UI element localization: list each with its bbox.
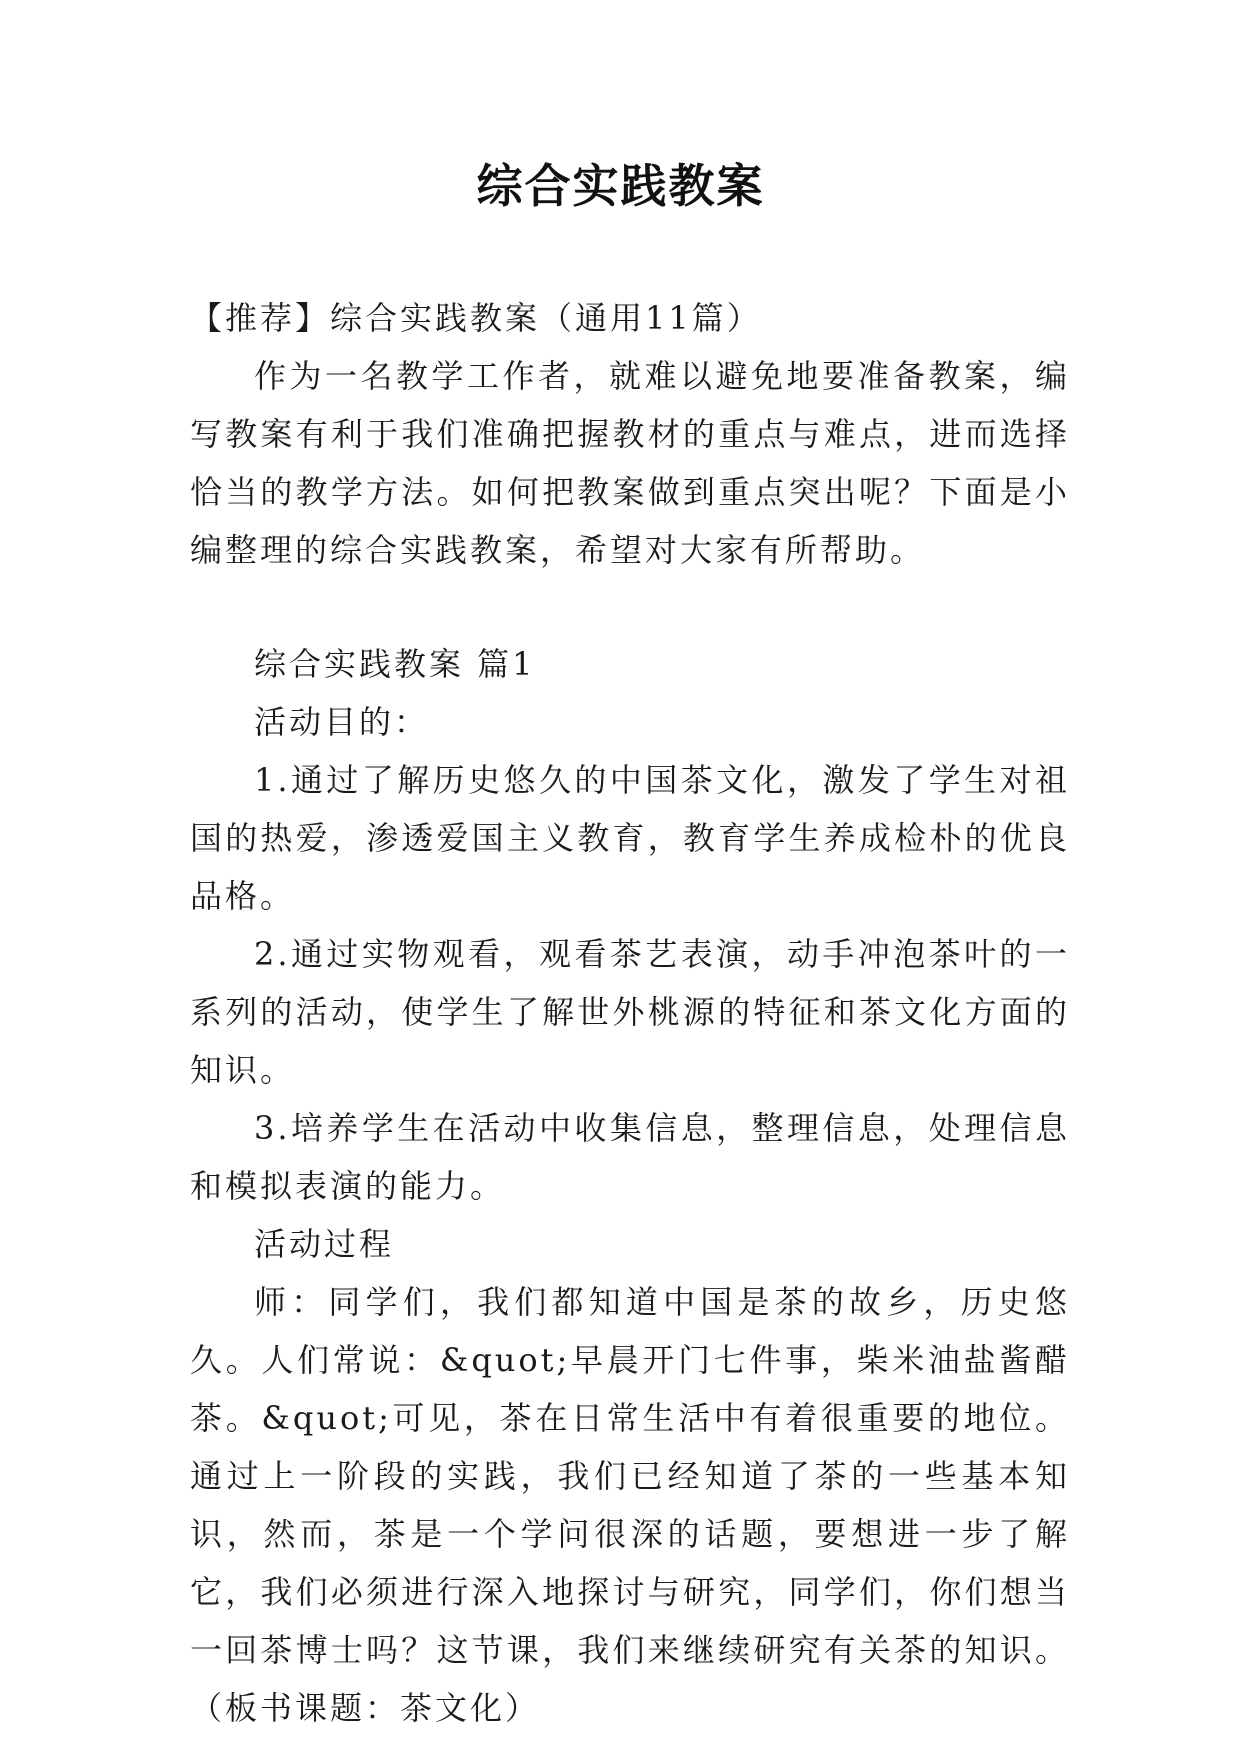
lesson-block — [190, 635, 1070, 1737]
intro-block — [190, 289, 1070, 579]
section-heading: 综合实践教案 篇1 — [254, 645, 536, 683]
goal-item-1: 1.通过了解历史悠久的中国茶文化，激发了学生对祖国的热爱，渗透爱国主义教育，教育学生养成检朴的优良品格。 — [190, 761, 1070, 915]
intro-paragraph: 作为一名教学工作者，就难以避免地要准备教案，编写教案有利于我们准确把握教材的重点与难点，进而选择恰当的教学方法。如何把教案做到重点突出呢？下面是小编整理的综合实践教案，希望对大家有所帮助。 — [190, 357, 1070, 569]
goal-item-3: 3.培养学生在活动中收集信息，整理信息，处理信息和模拟表演的能力。 — [190, 1109, 1070, 1205]
process-paragraph: 师：同学们，我们都知道中国是茶的故乡，历史悠久。人们常说：&quot;早晨开门七件事，柴米油盐酱醋茶。&quot;可见，茶在日常生活中有着很重要的地位。通过上一阶段的实践，我们已经知道了茶的一些基本知识，然而，茶是一个学问很深的话题，要想进一步了解它，我们必须进行深入地探讨与研究，同学们，你们想当一回茶博士吗？这节课，我们来继续研究有关茶的知识。（板书课题：茶文化） — [190, 1283, 1070, 1727]
goal-item-2: 2.通过实物观看，观看茶艺表演，动手冲泡茶叶的一系列的活动，使学生了解世外桃源的特征和茶文化方面的知识。 — [190, 935, 1070, 1089]
goals-heading: 活动目的： — [254, 703, 430, 741]
document-title: 综合实践教案 — [476, 159, 765, 213]
process-heading: 活动过程 — [254, 1225, 395, 1263]
document-subtitle: 【推荐】综合实践教案（通用11篇） — [190, 299, 762, 337]
